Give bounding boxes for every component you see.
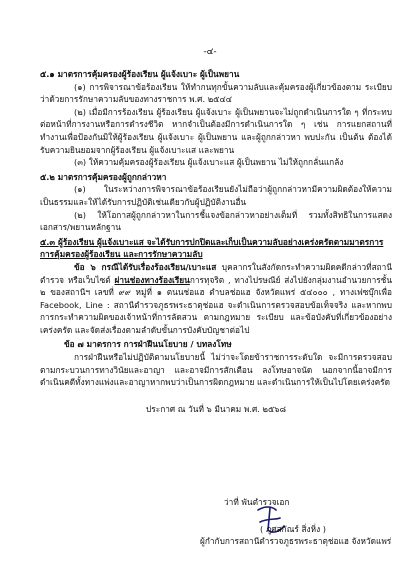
paragraph-5-2-1: (๑) ในระหว่างการพิจารณาข้อร้องเรียนยังไม่ถือว่าผู้ถูกกล่าวหามีความผิดต้องให้ความ เป็นธรรมและให้ได้รับการปฏิบัติเช่นเดียวกับผู้ปฏิบัติงานอื่น bbox=[40, 184, 392, 207]
clause-7-text: การฝ่าฝืนหรือไม่ปฏิบัติตามนโยบายนี้ ไม่ว่าจะโดยข้าราชการระดับใด จะมีการตรวจสอบตามกระบวนการทางวินัยและอาญา และอาจมีการสักเตือน ลงโทษอาจนัด นอกจากนี้อาจมีการดำเนินคดีทั้งทางแพ่งและอาญาหากพบว่าเป็นการผิดกฎหมาย และดำเนินการให้เป็นไปโดยเคร่งครัด bbox=[40, 352, 392, 388]
section-heading-5-1: ๕.๑ มาตรการคุ้มครองผู้ร้องเรียน ผู้แจ้งเบาะ ผู้เป็นพยาน bbox=[40, 69, 240, 79]
signatory-rank: ว่าที่ พันตำรวจเอก bbox=[224, 497, 290, 507]
document-body bbox=[40, 66, 392, 415]
paragraph-5-2-2: (๒) ให้โอกาสผู้ถูกกล่าวหาในการชี้แจงข้อกล่าวหาอย่างเต็มที่ รวมทั้งสิทธิในการแสดง เอกสาร/พยานหลักฐาน bbox=[40, 209, 392, 233]
section-heading-5-2: ๕.๒ มาตรการคุ้มครองผู้ถูกกล่าวหา bbox=[40, 171, 167, 182]
section-heading-5-3: ๕.๓ ผู้ร้องเรียน ผู้แจ้งเบาะแส จะได้รับการปกปิดและเก็บเป็นความลับอย่างเคร่งครัดตามมาตรการการคุ้มครองผู้ร้องเรียน และการรักษาความลับ bbox=[40, 236, 384, 260]
clause-6-rest: การทุจริต , ทางไปรษณีย์ ส่งไปยังกลุ่มงานอำนวยการชั้น ๒ ของสถานีฯ เลขที่ ๙๙ หมู่ที่ ๑ ตนนช่อแฮ ตำบลช่อแฮ จังหวัดแพร่ ๕๔๐๐๐ , ทางเฟซบุ๊กเพื่อ Facebook, Line : สถานีตำรวจภูธรพระธาตุช่อแฮ จะดำเนินการตรวจสอบข้อเท็จจริง และหากพบการกระทำความผิดของเจ้าหน้าที่การลัดสวน ตามกฎหมาย ระเบียบ และข้อบังคับที่เกี่ยวข้องอย่างเคร่งครัด และจัดส่งเรื่องตามลำดับขั้นการบังคับบัญชาต่อไป bbox=[40, 274, 392, 335]
clause-6-lead: ข้อ ๖ กรณีได้รับเรื่องร้องเรียน/เบาะแส bbox=[74, 261, 217, 272]
clause-7-heading: ข้อ ๗ มาตรการ การฝ่าฝืนนโยบาย / บทลงโทษ bbox=[64, 339, 232, 350]
announcement-date: ประกาศ ณ วันที่ ๖ มีนาคม พ.ศ. ๒๕๖๘ bbox=[146, 403, 286, 414]
paragraph-5-1-2: (๒) เมื่อมีการร้องเรียน ผู้ร้องเรียน ผู้แจ้งเบาะ ผู้เป็นพยานจะไม่ถูกดำเนินการใด ๆ ที่กระทบต่อหน้าที่การงานหรือการดำรงชีวิต หากจำเป็นต้องมีการดำเนินการใด ๆ เช่น การแยกสถานที่ทำงานเพื่อป้องกันมิให้ผู้ร้องเรียน ผู้แจ้งเบาะ ผู้เป็นพยาน และผู้ถูกกล่าวหา พบปะกัน เป็นต้น ต้องได้รับความยินยอมจากผู้ร้องเรียน ผู้แจ้งเบาะแส และพยาน bbox=[40, 106, 392, 155]
signatory-title: ผู้กำกับการสถานีตำรวจภูธรพระธาตุช่อแฮ จังหวัดแพร่ bbox=[200, 536, 392, 547]
clause-6-channel: ผ่านช่องทางร้องเรียน bbox=[114, 274, 190, 285]
signatory-name: ( ภูศสกัณร์ สิ่งหิ่ง ) bbox=[260, 523, 326, 534]
paragraph-5-1-3: (๓) ให้ความคุ้มครองผู้ร้องเรียน ผู้แจ้งเบาะแส ผู้เป็นพยาน ไม่ให้ถูกกลั่นแกล้ง bbox=[74, 157, 344, 168]
signature-block bbox=[200, 496, 400, 548]
clause-6 bbox=[40, 261, 392, 337]
paragraph-5-1-1: (๑) การพิจารณาข้อร้องเรียน ให้ทำกนทุกขั้นความลับและคุ้มครองผู้เกี่ยวข้องตาม ระเบียบว่าด้วยการรักษาความลับของทางราชการ พ.ศ. ๒๕๔๔ bbox=[40, 81, 392, 105]
clause-6-text: บุคลากรในสังกัดกระทำความผิดคดีกล่าวที่สถานีตำรวจ หรือเว็บไซต์ bbox=[40, 261, 392, 285]
page-number: -๔- bbox=[203, 47, 217, 57]
